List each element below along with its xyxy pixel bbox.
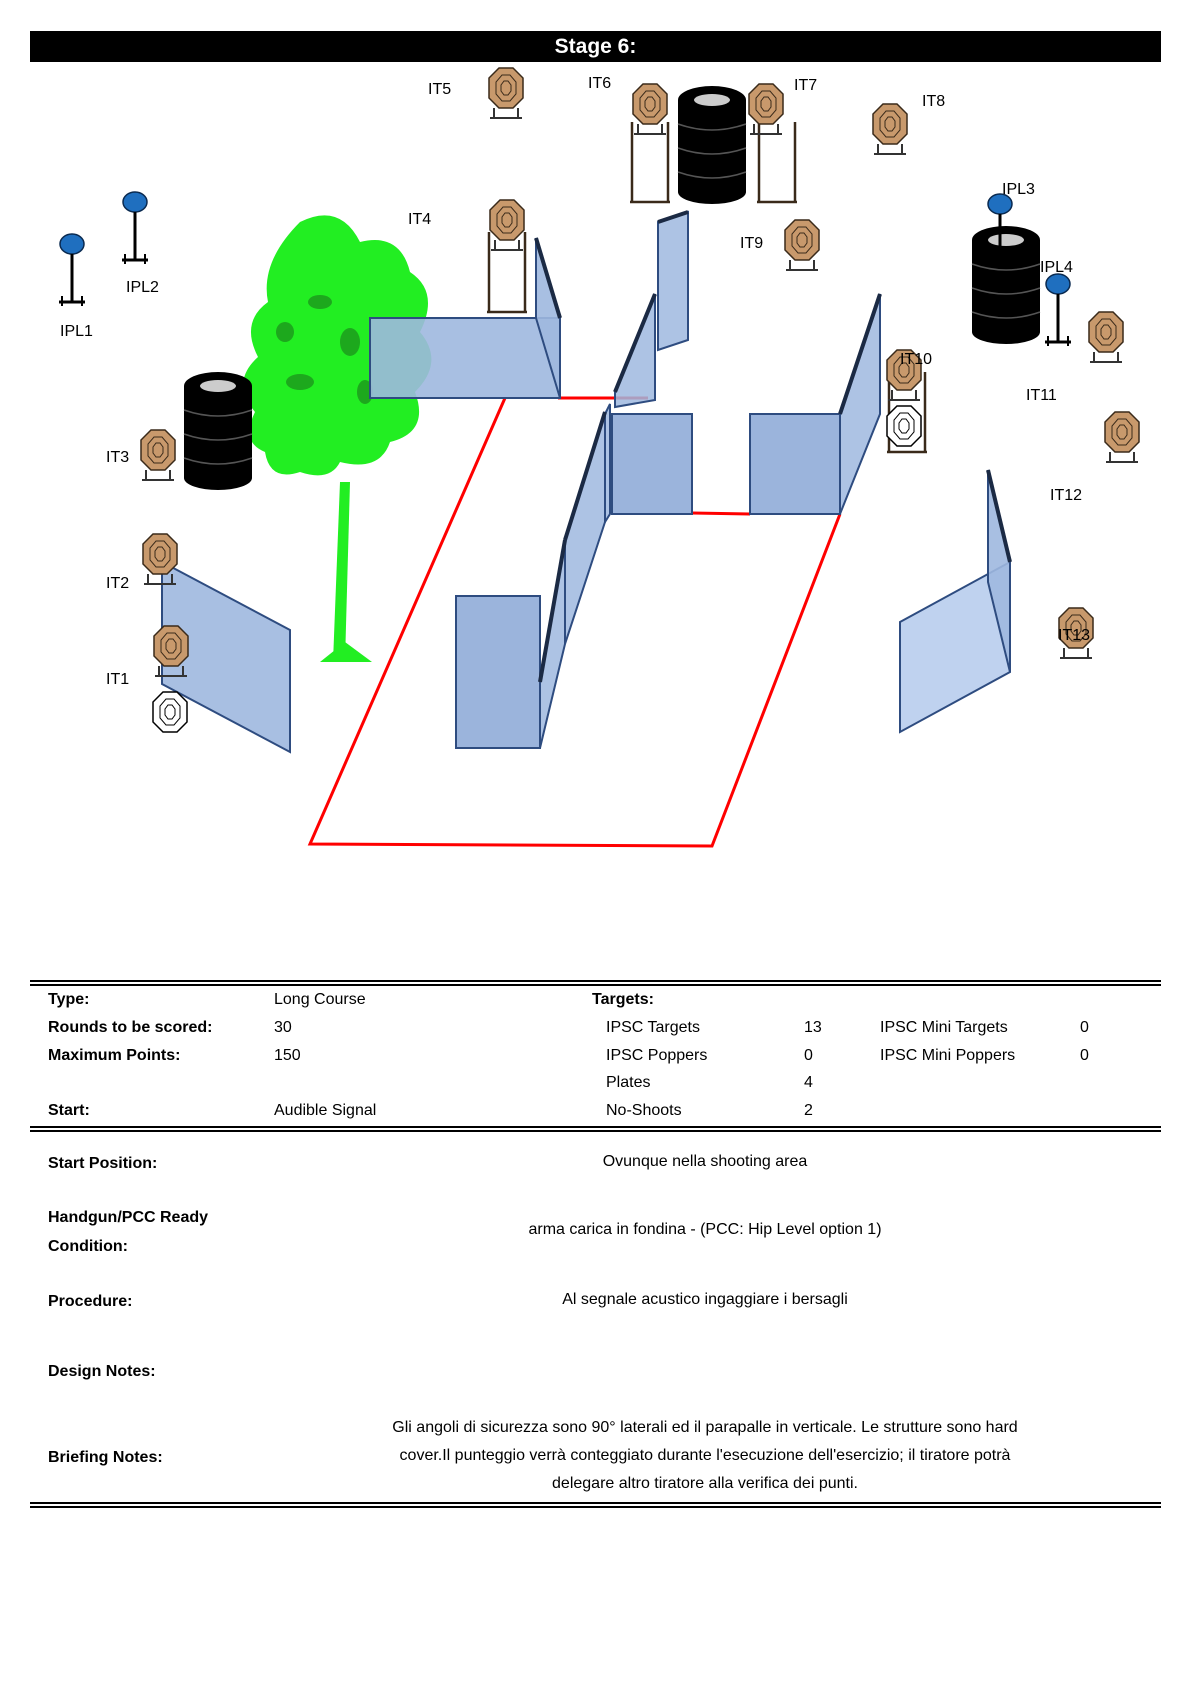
mini-targets-name: IPSC Mini Targets [880, 1019, 1008, 1036]
label-it11: IT11 [1026, 387, 1057, 404]
rounds-label: Rounds to be scored: [48, 1019, 213, 1036]
barrel-stack-left [184, 372, 252, 490]
stage-diagram [0, 62, 1191, 942]
targets-poppers-count: 0 [804, 1047, 813, 1064]
no-shoot-it10-icon [887, 406, 921, 446]
start-position-value: Ovunque nella shooting area [602, 1153, 808, 1170]
targets-label: Targets: [592, 991, 654, 1008]
plate-ipl4-icon [1045, 274, 1071, 346]
max-points-label: Maximum Points: [48, 1047, 181, 1064]
mini-targets-count: 0 [1080, 1019, 1089, 1036]
target-it3-icon [141, 430, 175, 480]
start-position-label: Start Position: [48, 1155, 158, 1172]
procedure-label: Procedure: [48, 1293, 133, 1310]
mini-poppers-count: 0 [1080, 1047, 1089, 1064]
rounds-value: 30 [274, 1019, 292, 1036]
barrel-stack-top [678, 86, 746, 204]
ready-condition-label-line1: Handgun/PCC Ready [48, 1209, 209, 1226]
label-it13: IT13 [1058, 627, 1091, 644]
label-it7: IT7 [794, 77, 818, 94]
barrel-stack-right [972, 226, 1040, 344]
target-it9-icon [785, 220, 819, 270]
label-it6: IT6 [588, 75, 612, 92]
label-it3: IT3 [106, 449, 130, 466]
target-it4-icon [490, 200, 524, 250]
no-shoot-it1-icon [153, 692, 187, 732]
target-it5-icon [489, 68, 523, 118]
label-it8: IT8 [922, 93, 946, 110]
ready-condition-value: arma carica in fondina - (PCC: Hip Level option 1) [528, 1221, 882, 1238]
divider-bottom [30, 1502, 1161, 1508]
label-ipl3: IPL3 [1002, 181, 1035, 198]
targets-poppers-name: IPSC Poppers [606, 1047, 708, 1064]
label-it1: IT1 [106, 671, 130, 688]
targets-ipsc-count: 13 [804, 1019, 822, 1036]
target-it12-icon [1105, 412, 1139, 462]
target-it2-icon [143, 534, 177, 584]
max-points-value: 150 [274, 1047, 301, 1064]
targets-plates-count: 4 [804, 1074, 813, 1091]
ready-condition-label-line2: Condition: [48, 1238, 128, 1255]
start-value: Audible Signal [274, 1102, 377, 1119]
target-it11-icon [1089, 312, 1123, 362]
targets-noshoots-name: No-Shoots [606, 1102, 682, 1119]
label-it9: IT9 [740, 235, 764, 252]
targets-ipsc-name: IPSC Targets [606, 1019, 700, 1036]
procedure-value: Al segnale acustico ingaggiare i bersagli [562, 1291, 848, 1308]
briefing-notes-label: Briefing Notes: [48, 1449, 163, 1466]
stage-title: Stage 6: [30, 31, 1161, 62]
plate-ipl1-icon [59, 234, 85, 306]
target-it7-icon [749, 84, 783, 134]
targets-plates-name: Plates [606, 1074, 651, 1091]
briefing-notes-line3: delegare altro tiratore alla verifica dei punti. [552, 1475, 858, 1492]
label-ipl1: IPL1 [60, 323, 93, 340]
briefing-notes-line1: Gli angoli di sicurezza sono 90° laterali ed il parapalle in verticale. Le strutture sono hard [392, 1419, 1018, 1436]
label-it12: IT12 [1050, 487, 1083, 504]
label-ipl2: IPL2 [126, 279, 159, 296]
target-it8-icon [873, 104, 907, 154]
mini-poppers-name: IPSC Mini Poppers [880, 1047, 1016, 1064]
start-label: Start: [48, 1102, 90, 1119]
label-it2: IT2 [106, 575, 130, 592]
briefing-notes-line2: cover.Il punteggio verrà conteggiato durante l'esecuzione dell'esercizio; il tiratore potrà [399, 1447, 1011, 1464]
label-it4: IT4 [408, 211, 432, 228]
label-ipl4: IPL4 [1040, 259, 1073, 276]
type-value: Long Course [274, 991, 366, 1008]
label-it10: IT10 [900, 351, 933, 368]
type-label: Type: [48, 991, 90, 1008]
divider-middle [30, 1126, 1161, 1132]
design-notes-label: Design Notes: [48, 1363, 156, 1380]
target-it6-icon [633, 84, 667, 134]
tree [243, 215, 431, 662]
plate-ipl2-icon [122, 192, 148, 264]
label-it5: IT5 [428, 81, 452, 98]
targets-noshoots-count: 2 [804, 1102, 813, 1119]
